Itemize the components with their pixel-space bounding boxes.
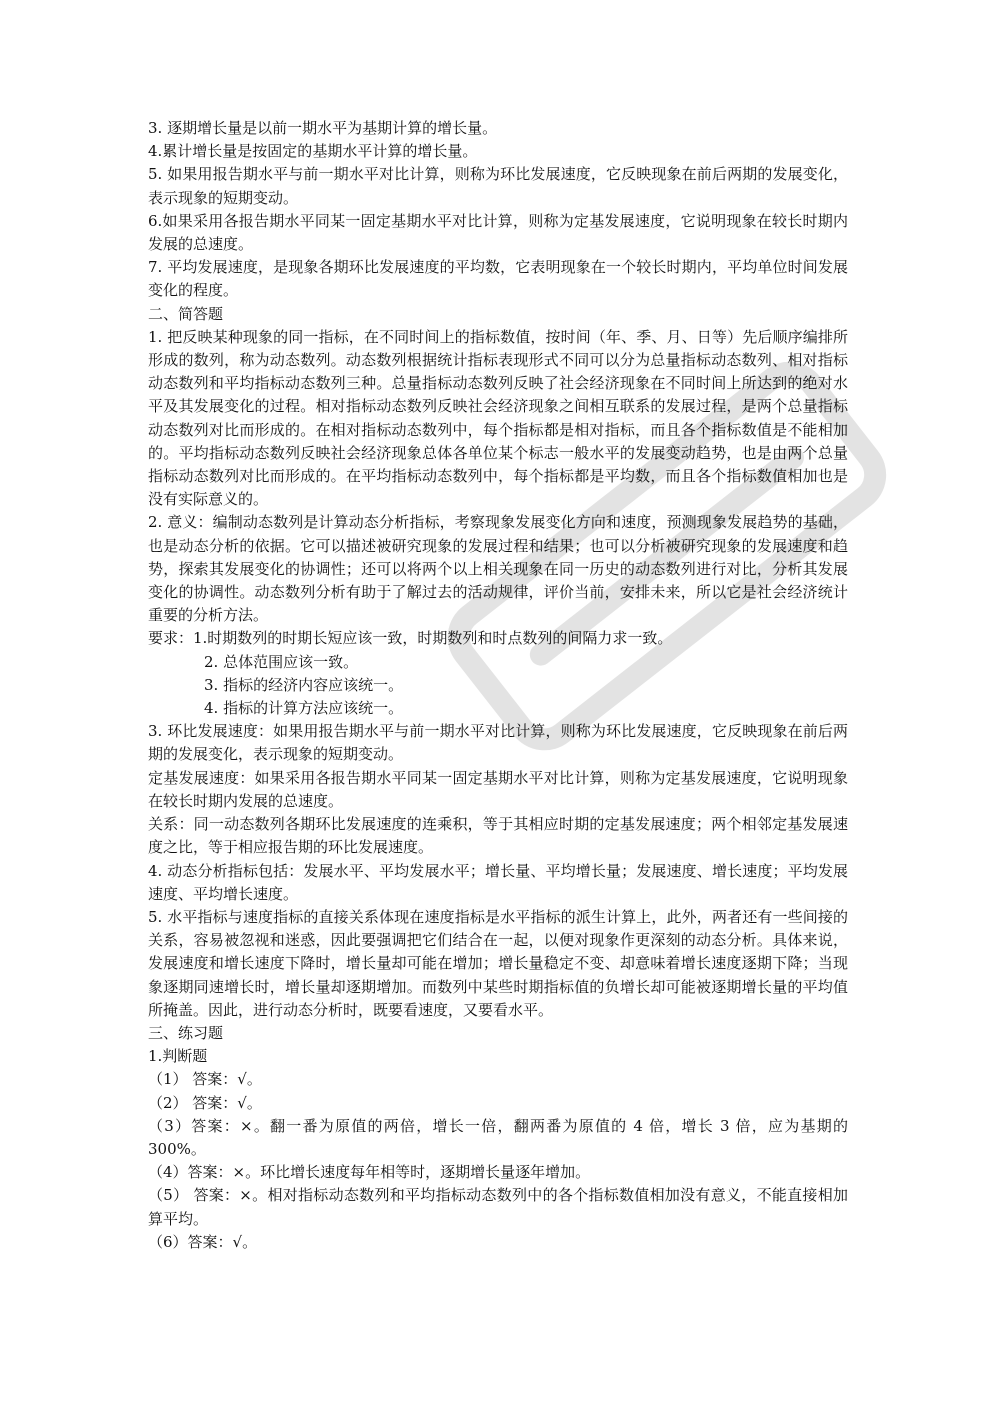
paragraph: （2） 答案：√。 (148, 1093, 262, 1112)
paragraph: 3. 逐期增长量是以前一期水平为基期计算的增长量。 (148, 119, 498, 137)
paragraph: （1） 答案：√。 (148, 1070, 262, 1089)
paragraph: （6）答案：√。 (148, 1232, 258, 1251)
paragraph: 3. 环比发展速度：如果用报告期水平与前一期水平对比计算，则称为环比发展速度，它反映现象在前后两期的发展变化，表示现象的短期变动。 (148, 722, 848, 764)
paragraph: 4. 动态分析指标包括：发展水平、平均发展水平；增长量、平均增长量；发展速度、增长速度；平均发展速度、平均增长速度。 (148, 861, 848, 903)
paragraph: 4.累计增长量是按固定的基期水平计算的增长量。 (148, 142, 478, 161)
paragraph: （4）答案：×。环比增长速度每年相等时，逐期增长量逐年增加。 (148, 1163, 591, 1182)
paragraph: 5. 如果用报告期水平与前一期水平对比计算，则称为环比发展速度，它反映现象在前后两期的发展变化，表示现象的短期变动。 (148, 165, 848, 207)
paragraph: 4. 指标的计算方法应该统一。 (204, 699, 404, 718)
paragraph: 定基发展速度：如果采用各报告期水平同某一固定基期水平对比计算，则称为定基发展速度，它说明现象在较长时期内发展的总速度。 (148, 768, 848, 810)
paragraph: 2. 总体范围应该一致。 (204, 652, 359, 671)
paragraph: 1.判断题 (148, 1047, 208, 1066)
paragraph: 5. 水平指标与速度指标的直接关系体现在速度指标是水平指标的派生计算上，此外，两者还有一些间接的关系，容易被忽视和迷惑，因此要强调把它们结合在一起，以便对现象作更深刻的动态分析。具体来说，发展速度和增长速度下降时，增长量却可能在增加；增长量稳定不变、却意味着增长速度逐期下降；当现象逐期同速增长时，增长量却逐期增加。而数列中某些时期指标值的负增长却可能被逐期增长量的平均值所掩盖。因此，进行动态分析时，既要看速度，又要看水平。 (148, 907, 848, 1019)
paragraph: （3）答案：×。翻一番为原值的两倍，增长一倍，翻两番为原值的 4 倍，增长 3 倍，应为基期的 300%。 (148, 1116, 848, 1158)
paragraph: （5） 答案：×。相对指标动态数列和平均指标动态数列中的各个指标数值相加没有意义，不能直接相加算平均。 (148, 1186, 848, 1228)
paragraph: 2. 意义：编制动态数列是计算动态分析指标，考察现象发展变化方向和速度，预测现象发展趋势的基础，也是动态分析的依据。它可以描述被研究现象的发展过程和结果；也可以分析被研究现象的发展速度和趋势，探索其发展变化的协调性；还可以将两个以上相关现象在同一历史的动态数列进行对比，分析其发展变化的协调性。动态数列分析有助于了解过去的活动规律，评价当前，安排未来，所以它是社会经济统计重要的分析方法。 (148, 513, 848, 625)
paragraph: 1. 把反映某种现象的同一指标，在不同时间上的指标数值，按时间（年、季、月、日等）先后顺序编排所形成的数列，称为动态数列。动态数列根据统计指标表现形式不同可以分为总量指标动态数列、相对指标动态数列和平均指标动态数列三种。总量指标动态数列反映了社会经济现象在不同时间上所达到的绝对水平及其发展变化的过程。相对指标动态数列反映社会经济现象之间相互联系的发展过程，是两个总量指标动态数列对比而形成的。在相对指标动态数列中，每个指标都是相对指标，而且各个指标数值是不能相加的。平均指标动态数列反映社会经济现象总体各单位某个标志一般水平的发展变动趋势，也是由两个总量指标动态数列对比而形成的。在平均指标动态数列中，每个指标都是平均数，而且各个指标数值相加也是没有实际意义的。 (148, 327, 848, 509)
paragraph: 二、简答题 (148, 304, 224, 323)
paragraph: 7. 平均发展速度，是现象各期环比发展速度的平均数，它表明现象在一个较长时期内，平均单位时间发展变化的程度。 (148, 258, 848, 300)
paragraph: 三、练习题 (148, 1023, 224, 1042)
paragraph: 要求：1.时期数列的时期长短应该一致，时期数列和时点数列的间隔力求一致。 (148, 629, 673, 648)
paragraph: 3. 指标的经济内容应该统一。 (204, 675, 404, 694)
paragraph: 6.如果采用各报告期水平同某一固定基期水平对比计算，则称为定基发展速度，它说明现象在较长时期内发展的总速度。 (148, 211, 848, 254)
document-body (148, 117, 848, 1254)
paragraph: 关系：同一动态数列各期环比发展速度的连乘积，等于其相应时期的定基发展速度；两个相邻定基发展速度之比，等于相应报告期的环比发展速度。 (148, 815, 848, 857)
